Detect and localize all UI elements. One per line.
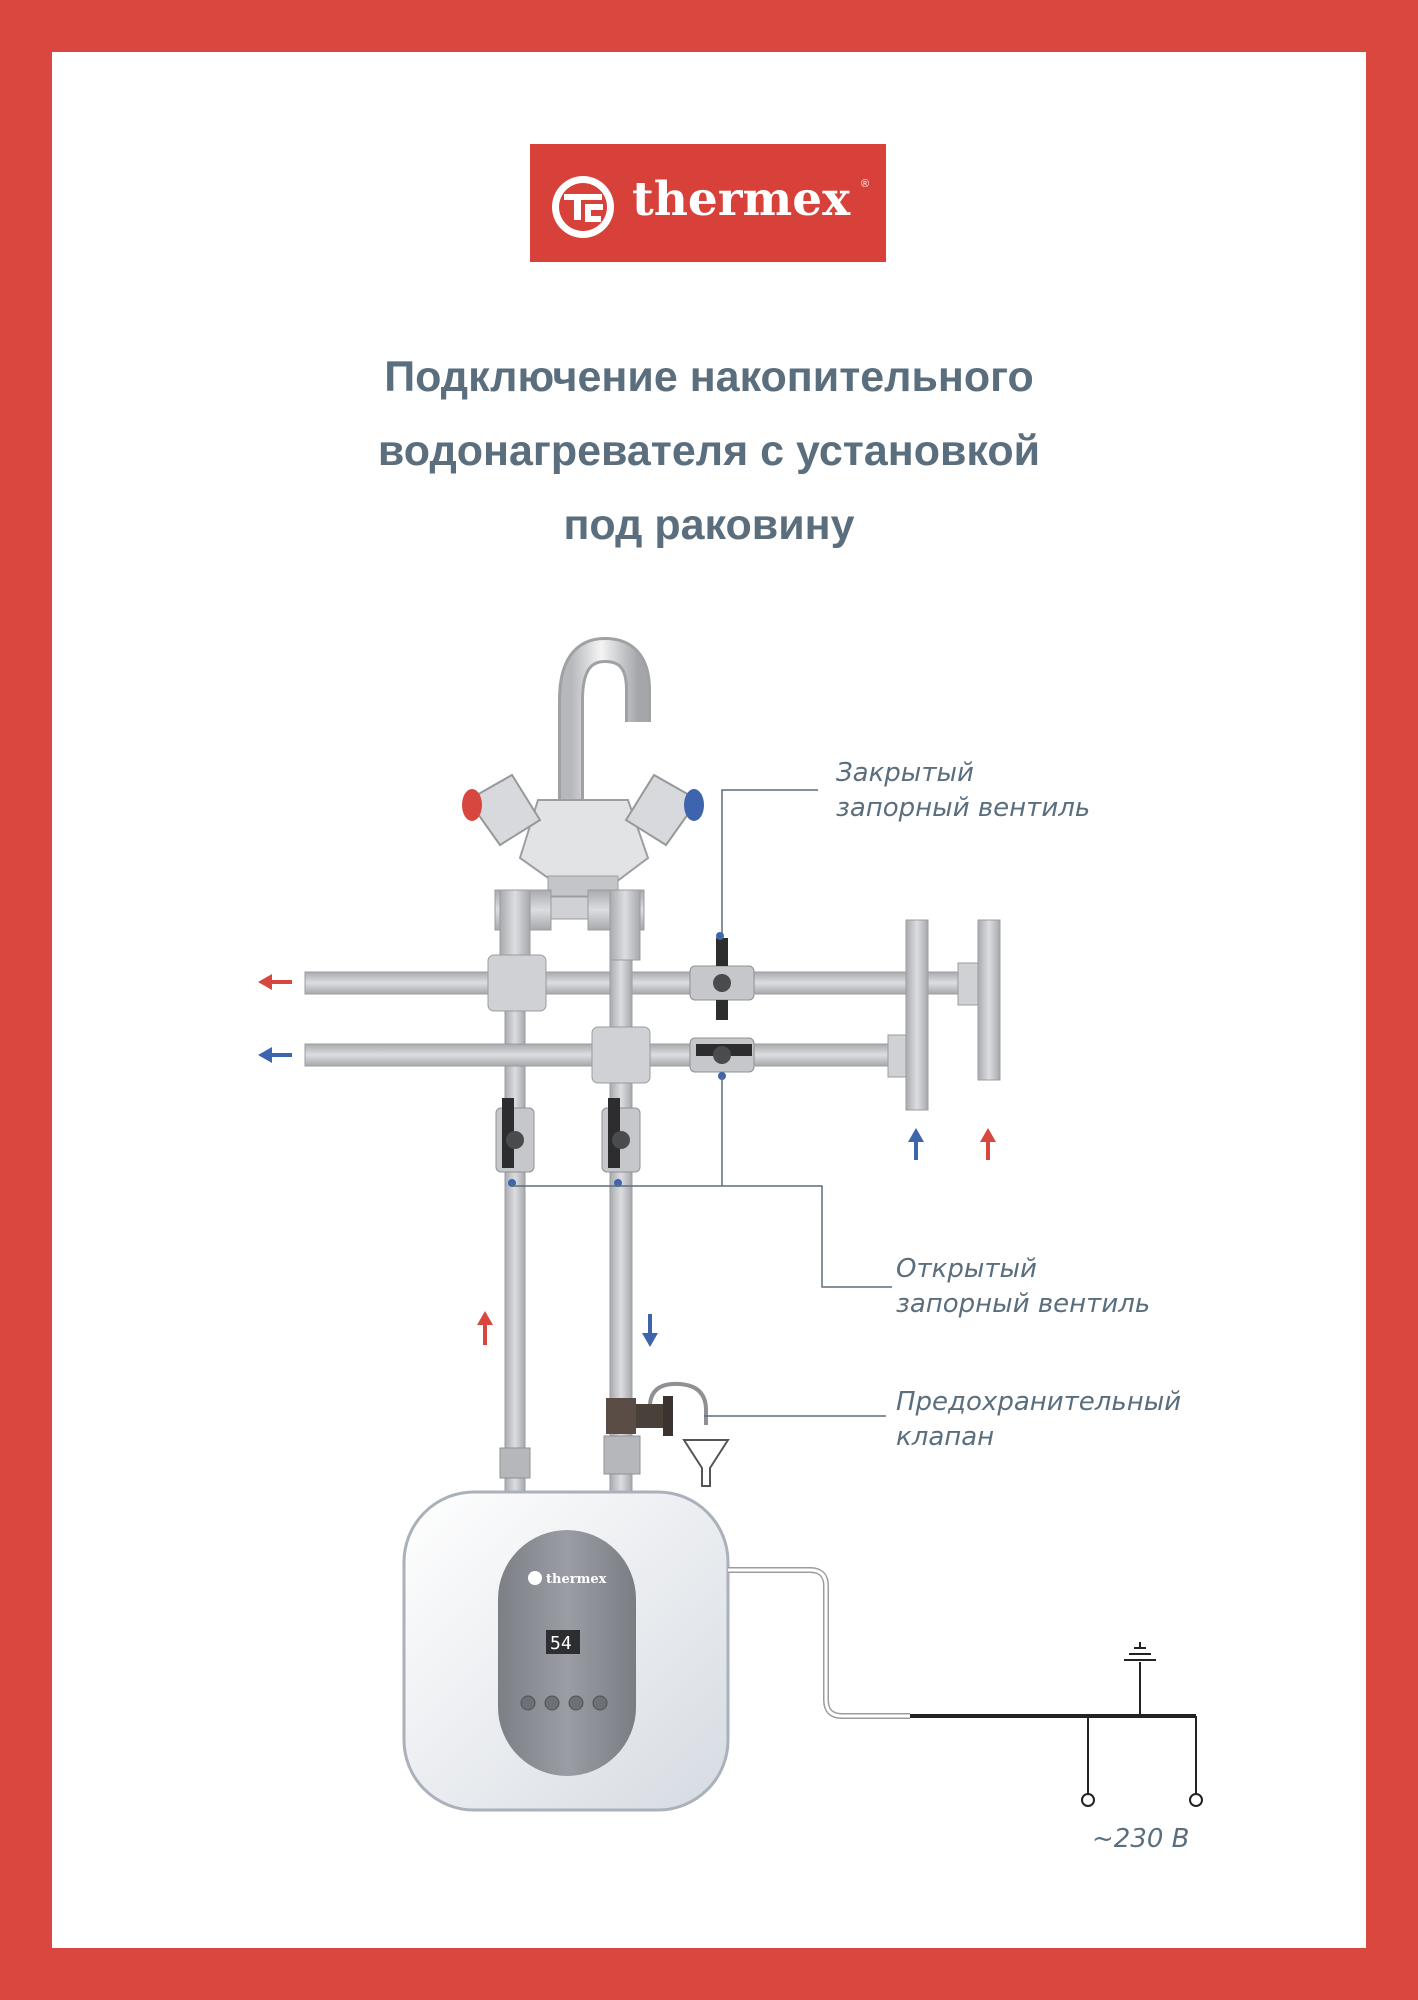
title-line-2: водонагревателя с установкой	[377, 427, 1041, 475]
safety-valve-label-line-1: Предохранительный	[896, 1387, 1182, 1417]
ground-icon	[1124, 1642, 1156, 1660]
cold-line-open-valve	[690, 1038, 754, 1080]
open-valve-label-line-1: Открытый	[896, 1254, 1037, 1284]
brand-name: thermex	[632, 172, 851, 227]
closed-valve-label-line-1: Закрытый	[836, 758, 974, 788]
drain-funnel-icon	[684, 1440, 728, 1486]
water-heater	[404, 1492, 728, 1810]
open-valve-label-line-2: запорный вентиль	[896, 1289, 1151, 1319]
closed-valve-label	[836, 756, 1090, 826]
registered-mark: ®	[861, 178, 870, 190]
title-line-1: Подключение накопительного	[384, 353, 1034, 401]
faucet-mixer	[462, 650, 704, 896]
hot-out-arrow-icon	[258, 974, 292, 990]
title-line-3: под раковину	[563, 501, 855, 549]
safety-valve-label	[896, 1385, 1181, 1455]
mixer-elbows	[495, 890, 644, 960]
cold-out-arrow-icon	[258, 1047, 292, 1063]
open-valve-label	[896, 1252, 1150, 1322]
heater-brand: thermex	[546, 1572, 607, 1587]
temperature-value: 54	[550, 1633, 572, 1654]
closed-valve-label-line-2: запорный вентиль	[836, 793, 1091, 823]
safety-valve-label-line-2: клапан	[896, 1422, 995, 1452]
closed-shutoff-valve	[690, 932, 754, 1020]
cold-riser-arrow-icon	[642, 1314, 658, 1347]
cold-in-arrow-icon	[908, 1128, 924, 1160]
heater-logo-icon	[528, 1571, 542, 1585]
hot-in-arrow-icon	[980, 1128, 996, 1160]
hot-riser-arrow-icon	[477, 1311, 493, 1345]
power-cable	[728, 1570, 1202, 1806]
voltage-label: ~230 В	[1092, 1824, 1190, 1854]
